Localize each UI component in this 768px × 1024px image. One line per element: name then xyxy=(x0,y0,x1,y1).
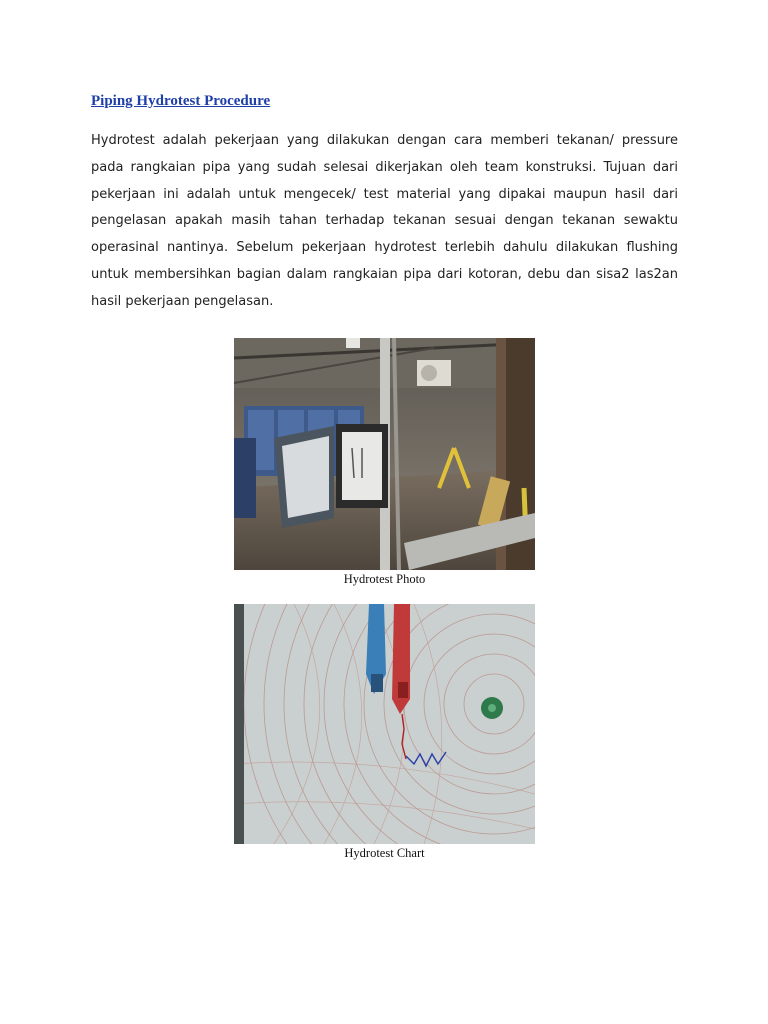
chart-caption: Hydrotest Chart xyxy=(344,846,425,860)
hydrotest-photo xyxy=(234,338,535,570)
hydrotest-chart-photo xyxy=(234,604,535,844)
document-title[interactable]: Piping Hydrotest Procedure xyxy=(91,93,271,109)
photo-caption: Hydrotest Photo xyxy=(343,572,426,586)
body-paragraph: Hydrotest adalah pekerjaan yang dilakukan dengan cara memberi tekanan/ pressure pada rangkaian pipa yang sudah selesai dikerjakan oleh team konstruksi. Tujuan dari pekerjaan ini adalah untuk mengecek/ test material yang dipakai maupun hasil dari pengelasan apakah masih tahan terhadap tekanan sesuai dengan tekanan sewaktu operasinal nantinya. Sebelum pekerjaan hydrotest terlebih dahulu dilakukan flushing untuk membersihkan bagian dalam rangkaian pipa dari kotoran, debu dan sisa2 las2an hasil pekerjaan pengelasan. xyxy=(91,133,678,309)
